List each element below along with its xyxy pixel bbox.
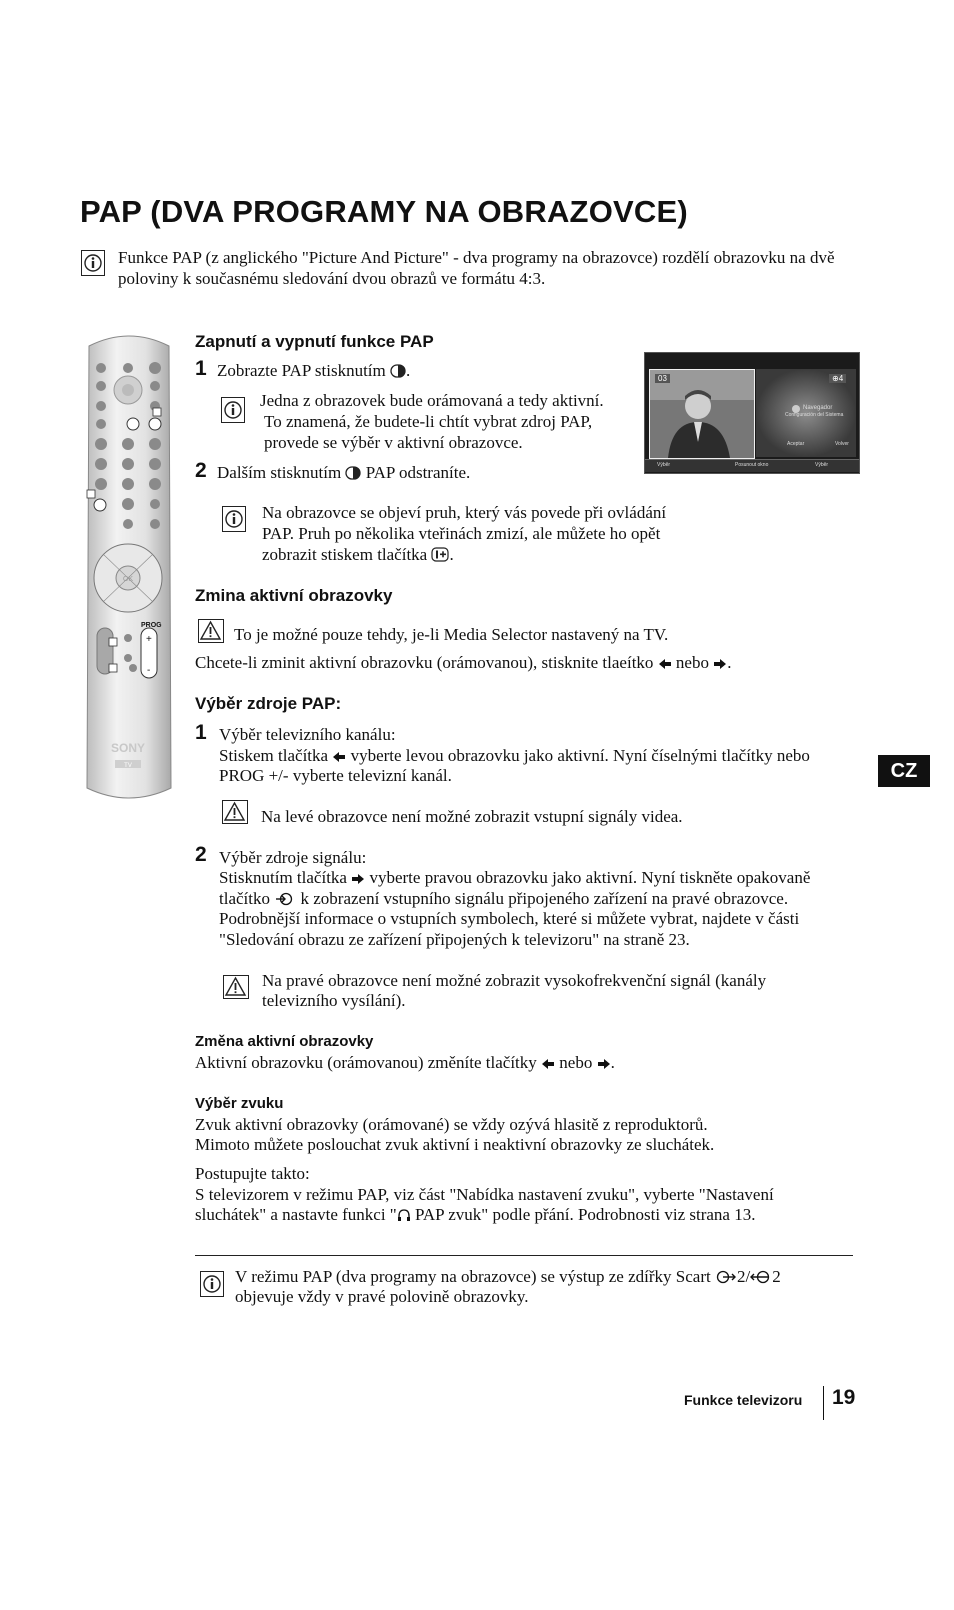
section-active-text-after: . (610, 1053, 615, 1072)
arrow-left-icon (658, 654, 672, 675)
step2-number: 2 (195, 459, 207, 482)
source-step2-warning-line2: televizního vysílání). (262, 991, 406, 1010)
section-active-text-mid: nebo (559, 1053, 593, 1072)
menu-title: Navegador (803, 405, 833, 411)
section-source-heading: Výběr zdroje PAP: (195, 694, 342, 713)
section-change-heading: Zmina aktivní obrazovky (195, 586, 393, 605)
info-icon (200, 1271, 224, 1297)
section-active-text-before: Aktivní obrazovku (orámovanou) změníte tlačítky (195, 1053, 537, 1072)
note2-line3-before: zobrazit stiskem tlačítka (262, 545, 428, 564)
input-badge: ⊕4 (829, 374, 846, 383)
language-tab: CZ (878, 755, 930, 787)
source-step2-line1-after: vyberte pravou obrazovku jako aktivní. Nyní tiskněte opakovaně (369, 868, 811, 887)
step1-text-before: Zobrazte PAP stisknutím (217, 361, 386, 380)
footer-label: Funkce televizoru (684, 1392, 803, 1408)
note1-line3: provede se výběr v aktivní obrazovce. (264, 433, 523, 452)
page-title: PAP (DVA PROGRAMY NA OBRAZOVCE) (80, 194, 688, 229)
bar-center-label: Posunout okno (735, 462, 769, 468)
note1-line2: To znamená, že budete-li chtít vybrat zdroj PAP, (264, 412, 593, 431)
note1-line1: Jedna z obrazovek bude orámovaná a tedy aktivní. (260, 391, 604, 410)
arrow-right-icon (597, 1054, 611, 1075)
source-step2-line2-before: tlačítko (219, 889, 270, 908)
page-number: 19 (832, 1386, 856, 1409)
sound-line5-before: sluchátek" a nastavte funkci " (195, 1205, 397, 1224)
sound-line2: Mimoto můžete poslouchat zvuk aktivní i neaktivní obrazovky ze sluchátek. (195, 1135, 715, 1154)
bottom-note-line1-mid: 2/ (736, 1267, 751, 1286)
note2-line3-after: . (449, 545, 454, 564)
remote-tv-label: TV (124, 763, 132, 769)
source-step2-line4: "Sledování obrazu ze zařízení připojených k televizoru" na straně 23. (219, 930, 690, 949)
source-step1-title: Výběr televizního kanálu: (219, 725, 396, 744)
tv-screenshot (644, 352, 860, 474)
section-sound-heading: Výběr zvuku (195, 1095, 284, 1112)
remote-ok-label: OK (122, 576, 134, 583)
sound-line4: S televizorem v režimu PAP, viz část "Nabídka nastavení zvuku", vyberte "Nastavení (195, 1185, 774, 1204)
change-warning-text: To je možné pouze tehdy, je-li Media Selector nastavený na TV. (234, 625, 669, 644)
arrow-right-icon (713, 654, 727, 675)
bar-left-label: Výběr (657, 462, 671, 468)
pap-control-bar (645, 459, 859, 472)
source-step1-number: 1 (195, 721, 207, 744)
bar-right-label: Výběr (815, 462, 829, 468)
section-onoff-heading: Zapnutí a vypnutí funkce PAP (195, 332, 434, 351)
source-step2-line2-after: k zobrazení vstupního signálu připojeného zařízení na pravé obrazovce. (300, 889, 789, 908)
intro-text: Funkce PAP (z anglického "Picture And Picture" - dva programy na obrazovce) rozdělí obrazovku na dvě poloviny k současnému sledování dvou obrazů ve formátu 4:3. (118, 248, 835, 288)
arrow-right-icon (351, 869, 365, 890)
note2-line2: PAP. Pruh po několika vteřinách zmizí, ale můžete ho opět (262, 524, 661, 543)
sound-line5 (195, 1204, 755, 1227)
pap-button-icon (345, 464, 361, 485)
hint-exit: Volver (835, 441, 849, 447)
remote-prog-label: PROG (141, 622, 162, 629)
headphones-icon (397, 1206, 411, 1227)
bottom-note-line1-before: V režimu PAP (dva programy na obrazovce) se výstup ze zdířky Scart (235, 1267, 711, 1286)
step1-text-after: . (406, 361, 411, 380)
step1-number: 1 (195, 357, 207, 380)
change-text (195, 652, 731, 675)
change-text-after: . (727, 653, 732, 672)
section-active-text (195, 1052, 615, 1075)
note2-line1: Na obrazovce se objeví pruh, který vás povede při ovládání (262, 503, 667, 522)
scart-output-icon (715, 1268, 737, 1289)
section-active-heading: Změna aktivní obrazovky (195, 1033, 374, 1050)
sound-line5-after: PAP zvuk" podle přání. Podrobnosti viz strana 13. (415, 1205, 756, 1224)
info-icon (221, 397, 245, 423)
warning-icon (198, 619, 224, 643)
footer-divider (823, 1386, 824, 1420)
sound-line1: Zvuk aktivní obrazovky (orámované) se vždy ozývá hlasitě z reproduktorů. (195, 1115, 708, 1134)
source-step1-warning: Na levé obrazovce není možné zobrazit vstupní signály videa. (261, 807, 683, 826)
warning-icon (222, 800, 248, 824)
source-step1-line2: PROG +/- vyberte televizní kanál. (219, 766, 452, 785)
menu-subtitle: Configuración del Sistema (785, 412, 844, 418)
step1-text (217, 360, 410, 383)
source-step2-line3: Podrobnější informace o vstupních symbolech, které si můžete vybrat, najdete v části (219, 909, 800, 928)
remote-control-illustration (83, 328, 175, 806)
source-step2-number: 2 (195, 843, 207, 866)
remote-minus: - (147, 665, 151, 676)
remote-plus: + (146, 634, 152, 645)
note2-line3 (262, 544, 454, 567)
change-text-mid: nebo (675, 653, 709, 672)
source-step1-line1-before: Stiskem tlačítka (219, 746, 329, 765)
warning-icon (223, 975, 249, 999)
arrow-left-icon (541, 1054, 555, 1075)
hint-accept: Aceptar (787, 441, 805, 447)
channel-badge: 03 (655, 374, 670, 383)
divider (195, 1255, 853, 1256)
remote-brand: SONY (110, 741, 146, 755)
source-step2-title: Výběr zdroje signálu: (219, 848, 367, 867)
source-step2-warning-line1: Na pravé obrazovce není možné zobrazit vysokofrekvenční signál (kanály (262, 971, 767, 990)
bottom-note-line2: objevuje vždy v pravé polovině obrazovky. (235, 1287, 529, 1306)
step2-text-before: Dalším stisknutím (217, 463, 342, 482)
scart-inout-icon (750, 1268, 772, 1289)
step2-text (217, 462, 470, 485)
info-icon (81, 250, 105, 276)
source-step1-line1-after: vyberte levou obrazovku jako aktivní. Nyní číselnými tlačítky nebo (350, 746, 810, 765)
bottom-note-line1-after: 2 (772, 1267, 781, 1286)
info-button-icon (431, 546, 449, 567)
sound-line3: Postupujte takto: (195, 1164, 310, 1183)
pap-button-icon (390, 362, 406, 383)
change-text-before: Chcete-li zminit aktivní obrazovku (orámovanou), stisknite tlaeítko (195, 653, 654, 672)
source-step2-line1 (219, 867, 810, 890)
info-icon (222, 506, 246, 532)
source-step2-line1-before: Stisknutím tlačítka (219, 868, 347, 887)
step2-text-after: PAP odstraníte. (365, 463, 471, 482)
